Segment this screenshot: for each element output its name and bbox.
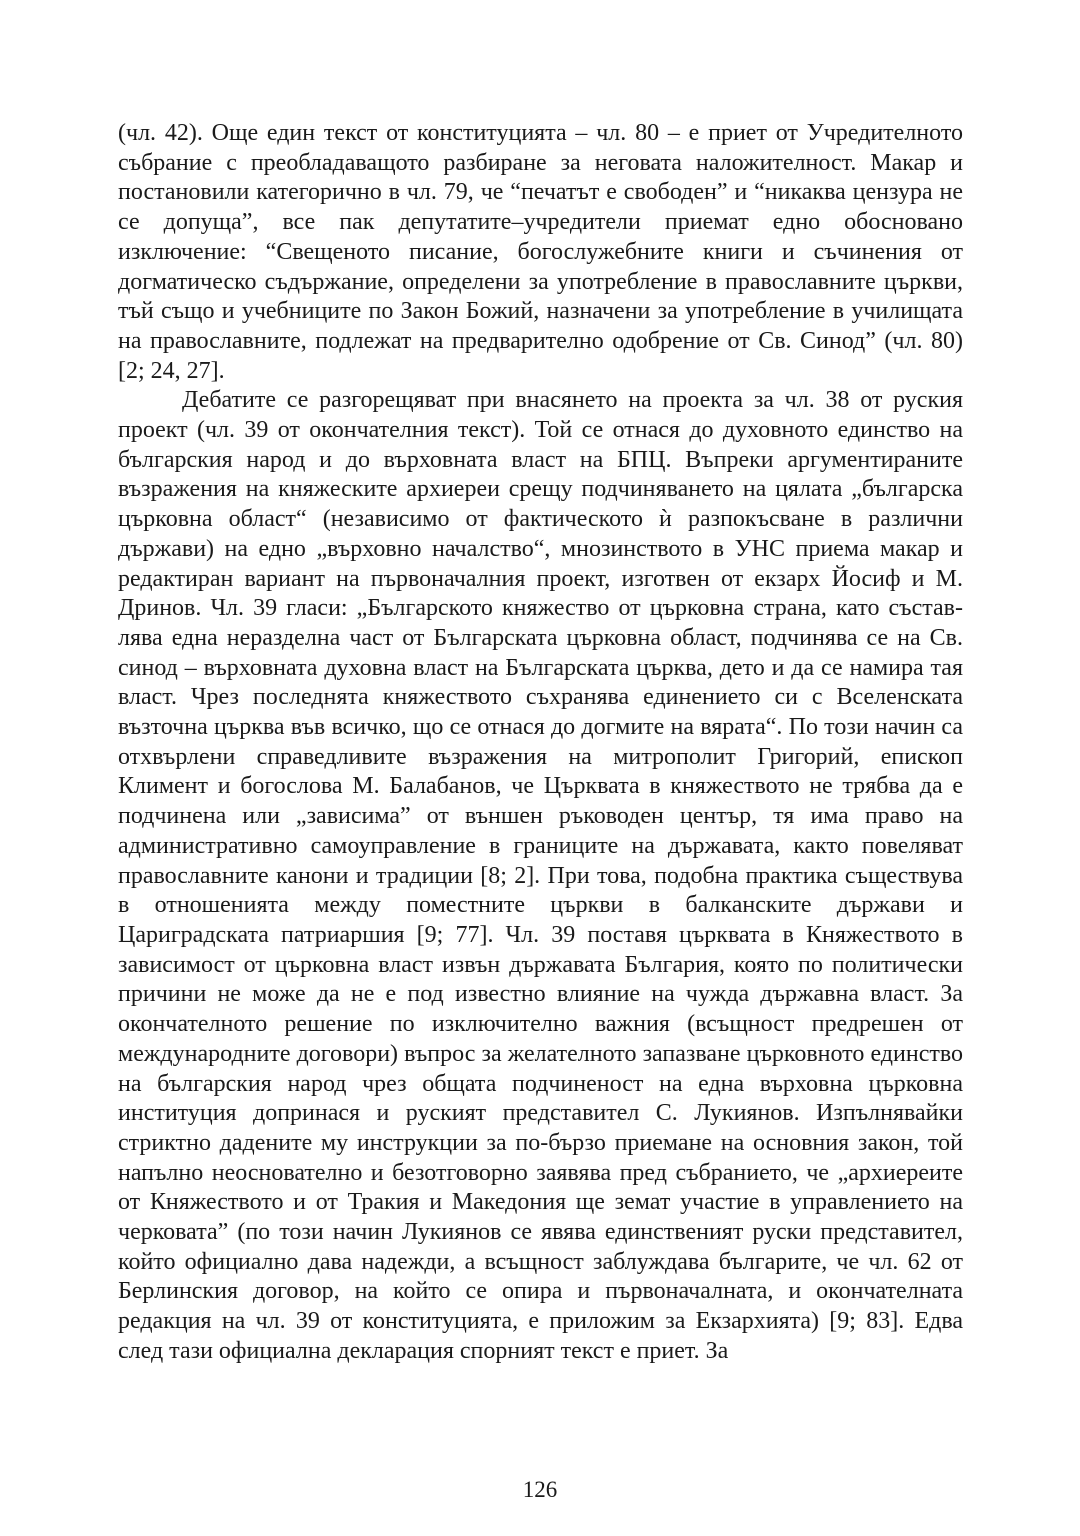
page-number: 126: [522, 1477, 558, 1502]
page-body: [118, 119, 963, 1449]
paragraph-1: (чл. 42). Още един текст от конституцията – чл. 80 – е приет от Учредителното събрание с преобладаващото разбиране за неговата наложителност. Макар и постановили категорично в чл. 79, че “печатът е свободен” и “никаква цензура не се допуща”, все пак депутатите–учредители приемат едно обосновано изключение: “Свещеното писание, богослужебните книги и съчинения от догматическо съдържание, определени за употребление в православните църкви, тъй също и учебниците по Закон Божий, назначени за употребление в училищата на православните, подлежат на предварително одобрение от Св. Синод” (чл. 80) [2; 24, 27].: [118, 120, 963, 384]
paragraph-2: Дебатите се разгорещяват при внасянето на проекта за чл. 38 от руския проект (чл. 39 от окончателния текст). Той се отнася до духовното единство на българския народ и до върховната власт на БПЦ. Въпреки аргументираните възражения на княжеските архиереи срещу подчиняването на цялата „българска църковна област“ (независимо от фактическото ѝ разпокъсване в различни държави) на едно „върховно началство“, мнозинството в УНС приема макар и редактиран вариант на първоначалния проект, изготвен от екзарх Йосиф и М. Дринов. Чл. 39 гласи: „Българското княжество от църковна страна, като съставлява една неразделна част от Българската църковна област, подчинява се на Св. синод – върховната духовна власт на Българската църква, дето и да се намира тая власт. Чрез последнята княжеството съхранява единението си с Вселенската възточна църква във всичко, що се отнася до догмите на вярата“. По този начин са отхвърлени справедливите възражения на митрополит Григорий, епископ Климент и богослова М. Балабанов, че Църквата в княжеството не трябва да е подчинена или „зависима” от външен ръководен център, тя има право на административно самоуправление в границите на държавата, както повеляват православните канони и традиции [8; 2]. При това, подобна практика съществува в отношенията между поместните църкви в балканските държави и Цариградската патриаршия [9; 77]. Чл. 39 поставя църквата в Княжеството в зависимост от църковна власт извън държавата България, която по политически причини не може да не е под известно влияние на чужда държавна власт. За окончателното решение по изключително важния (всъщност предрешен от международните договори) въпрос за желателното запазване църковното единство на българския народ чрез общата подчиненост на една върховна църковна институция допринася и руският представител С. Лукиянов. Изпълнявайки стриктно дадените му инструкции за по-бързо приемане на основния закон, той напълно неоснователно и безотговорно заявява пред събранието, че „архиереите от Княжеството и от Тракия и Македония ще земат участие в управлението на черковата” (по този начин Лукиянов се явява единственият руски представител, който официално дава надежди, а всъщност заблуждава българите, че чл. 62 от Берлинския договор, на който се опира и първоначалната, и окончателната редакция на чл. 39 от конституцията, е приложим за Екзархията) [9; 83]. Едва след тази официална декларация спорният текст е приет. За: [118, 387, 963, 1364]
